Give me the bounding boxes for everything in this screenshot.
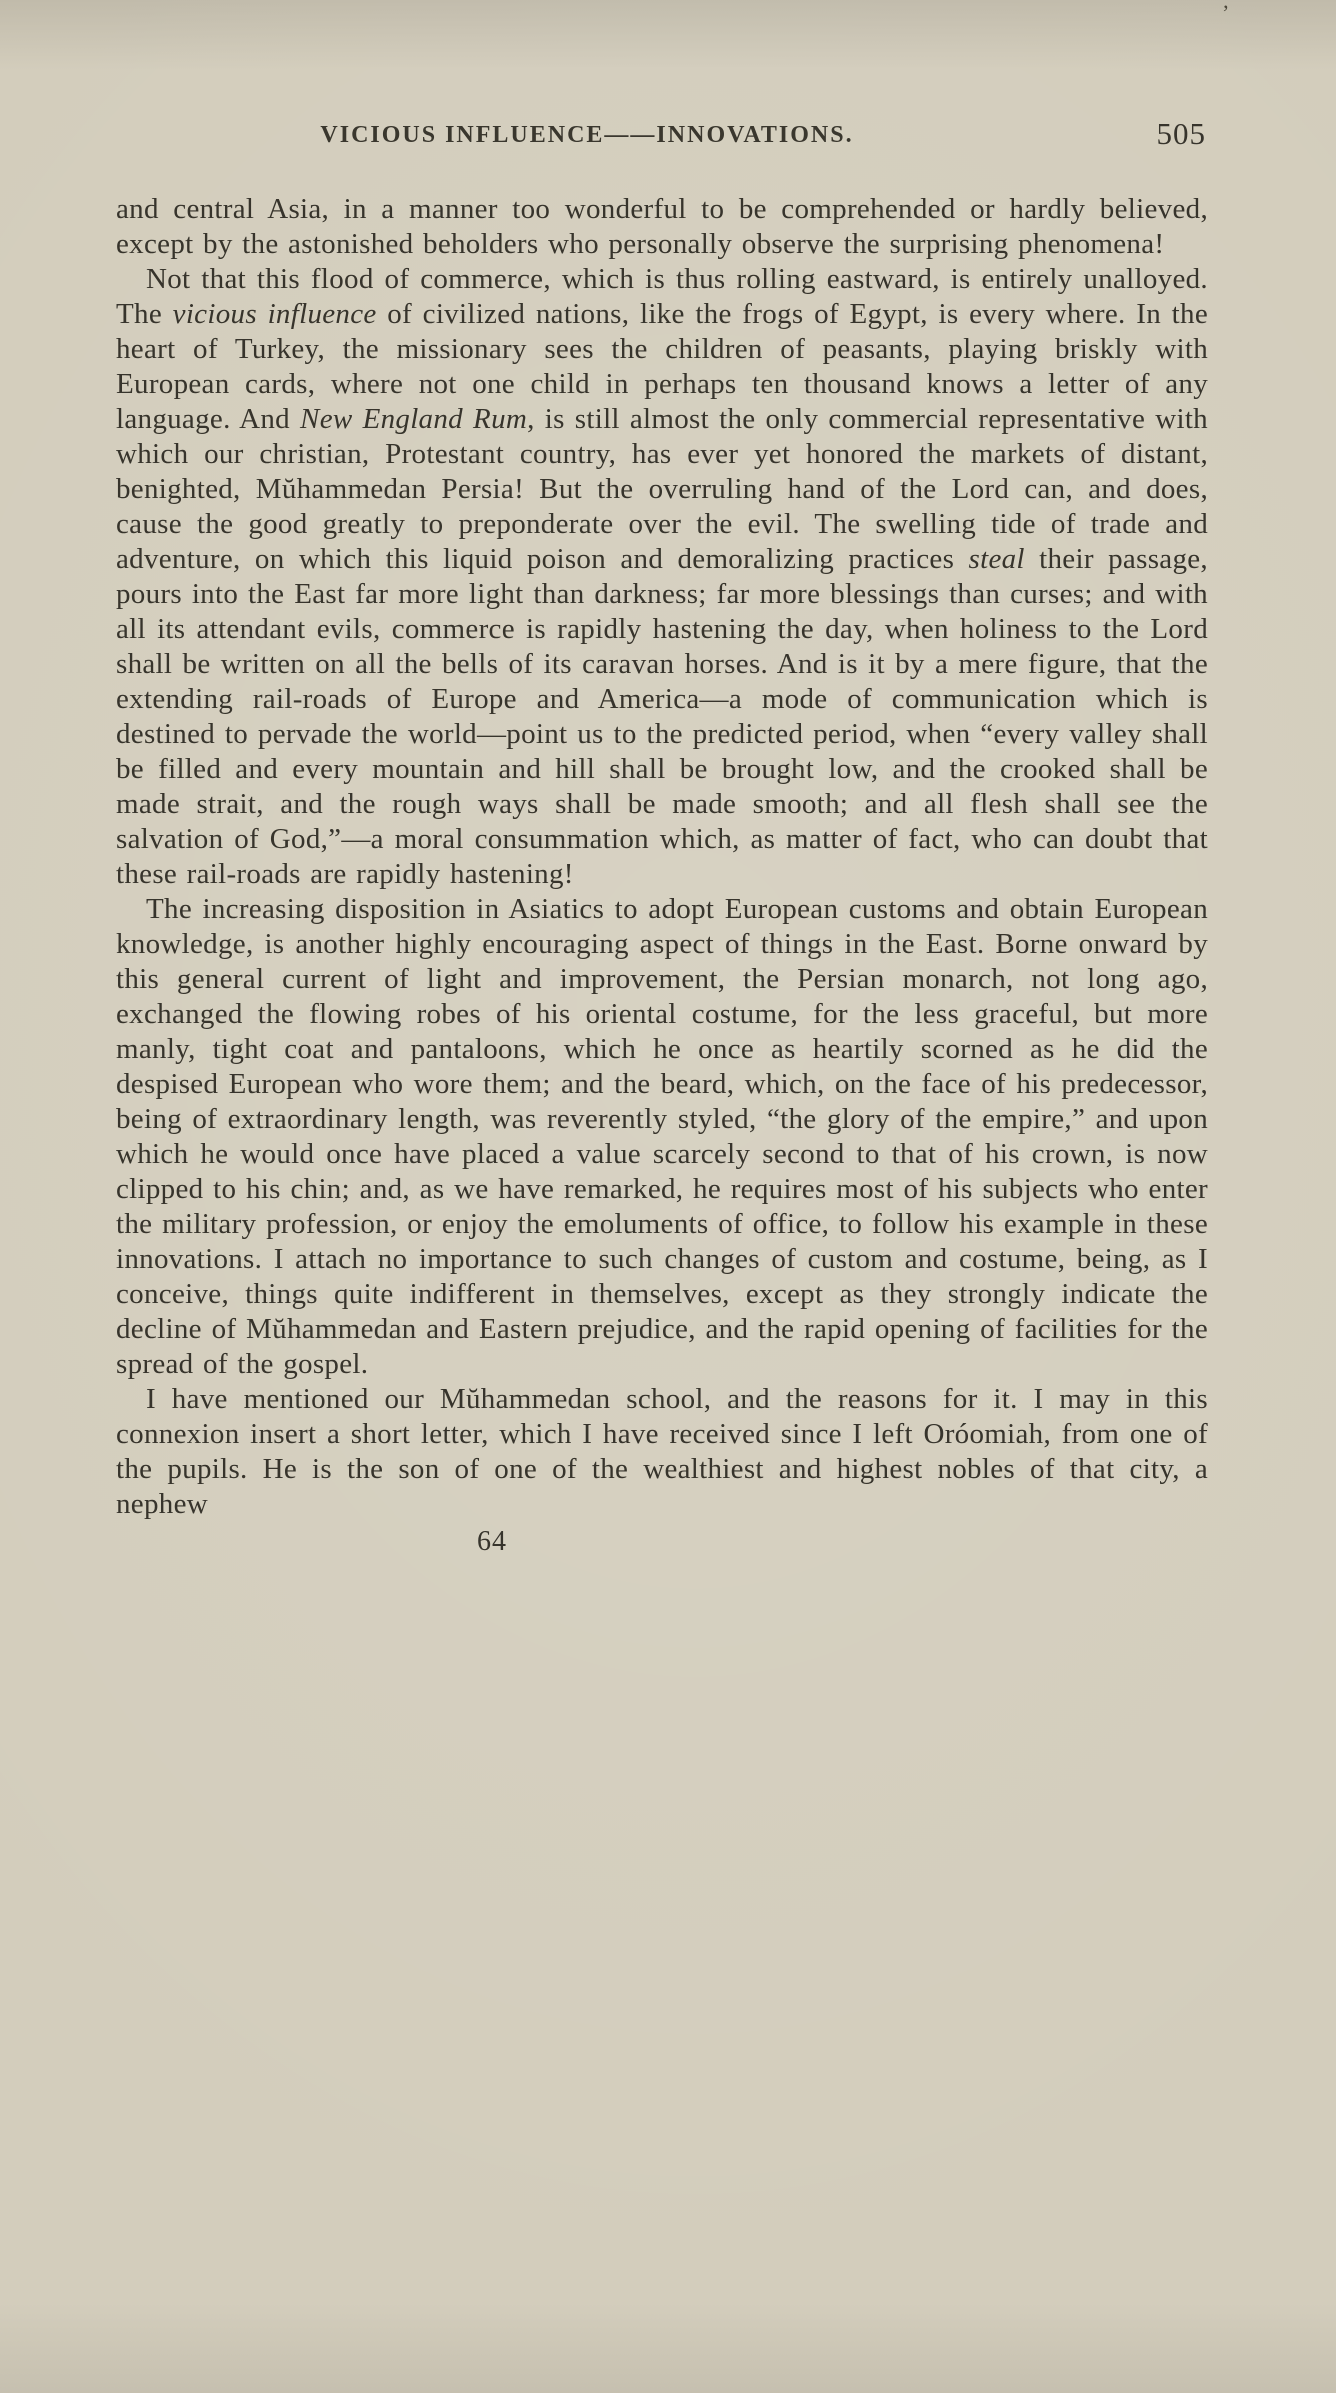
running-title: VICIOUS INFLUENCE——INNOVATIONS. (320, 122, 854, 148)
page-header (116, 116, 1208, 166)
text-run: their passage, pours into the East far more light than darkness; far more blessings than curses; and with all its attendant evils, commerce is rapidly hastening the day, when holiness to the Lord shall be written on all the bells of its caravan horses. And is it by a mere figure, that the extending rail-roads of Europe and America—a mode of communication which is destined to pervade the world—point us to the predicted period, when “every valley shall be filled and every mountain and hill shall be brought low, and the crooked shall be made strait, and the rough ways shall be made smooth; and all flesh shall see the salvation of God,”—a moral consummation which, as matter of fact, who can doubt that these rail-roads are rapidly hastening! (116, 543, 1208, 890)
text-run: of civilized nations, like the frogs of Egypt, is every where. In the heart of Turkey, the missionary sees the children of peasants, playing briskly with European cards, where not one child in perhaps ten thousand knows a letter of any language. And (116, 298, 1208, 435)
ink-speck-artifact: ’ (1222, 0, 1230, 25)
page-body (116, 192, 1208, 1522)
paragraph (116, 192, 1208, 262)
page-number: 505 (1156, 116, 1206, 151)
page-content (116, 116, 1208, 1558)
paragraph (116, 892, 1208, 1382)
text-run: The increasing disposition in Asiatics to adopt European customs and obtain European knowledge, is another highly encouraging aspect of things in the East. Borne onward by this general current of light and improvement, the Persian monarch, not long ago, exchanged the flowing robes of his oriental costume, for the less graceful, but more manly, tight coat and pantaloons, which he once as heartily scorned as he did the despised European who wore them; and the beard, which, on the face of his predecessor, being of extraordinary length, was reverently styled, “the glory of the empire,” and upon which he would once have placed a value scarcely second to that of his crown, is now clipped to his chin; and, as we have remarked, he requires most of his subjects who enter the military profession, or enjoy the emoluments of office, to follow his example in these innovations. I attach no importance to such changes of custom and costume, being, as I conceive, things quite indifferent in themselves, except as they strongly indicate the decline of Mŭhammedan and Eastern prejudice, and the rapid opening of facilities for the spread of the gospel. (116, 893, 1208, 1380)
signature-mark: 64 (477, 1526, 507, 1557)
text-run: and central Asia, in a manner too wonderful to be comprehended or hardly believed, except by the astonished beholders who personally observe the surprising phenomena! (116, 193, 1208, 260)
text-run: steal (968, 543, 1025, 575)
paragraph (116, 262, 1208, 892)
text-run: New England Rum (300, 403, 528, 435)
text-run: , is still almost the only commercial representative with which our christian, Protestant country, has ever yet honored the markets of distant, benighted, Mŭhammedan Persia! But the overruling hand of the Lord can, and does, cause the good greatly to preponderate over the evil. The swelling tide of trade and adventure, on which this liquid poison and demoralizing practices (116, 403, 1208, 575)
text-run: Not that this flood of commerce, which is thus rolling eastward, is entirely unalloyed. The (116, 263, 1208, 330)
text-run: I have mentioned our Mŭhammedan school, and the reasons for it. I may in this connexion insert a short letter, which I have received since I left Oróomiah, from one of the pupils. He is the son of one of the wealthiest and highest nobles of that city, a nephew (116, 1383, 1208, 1520)
paragraph (116, 1382, 1208, 1522)
text-run: vicious influence (172, 298, 377, 330)
